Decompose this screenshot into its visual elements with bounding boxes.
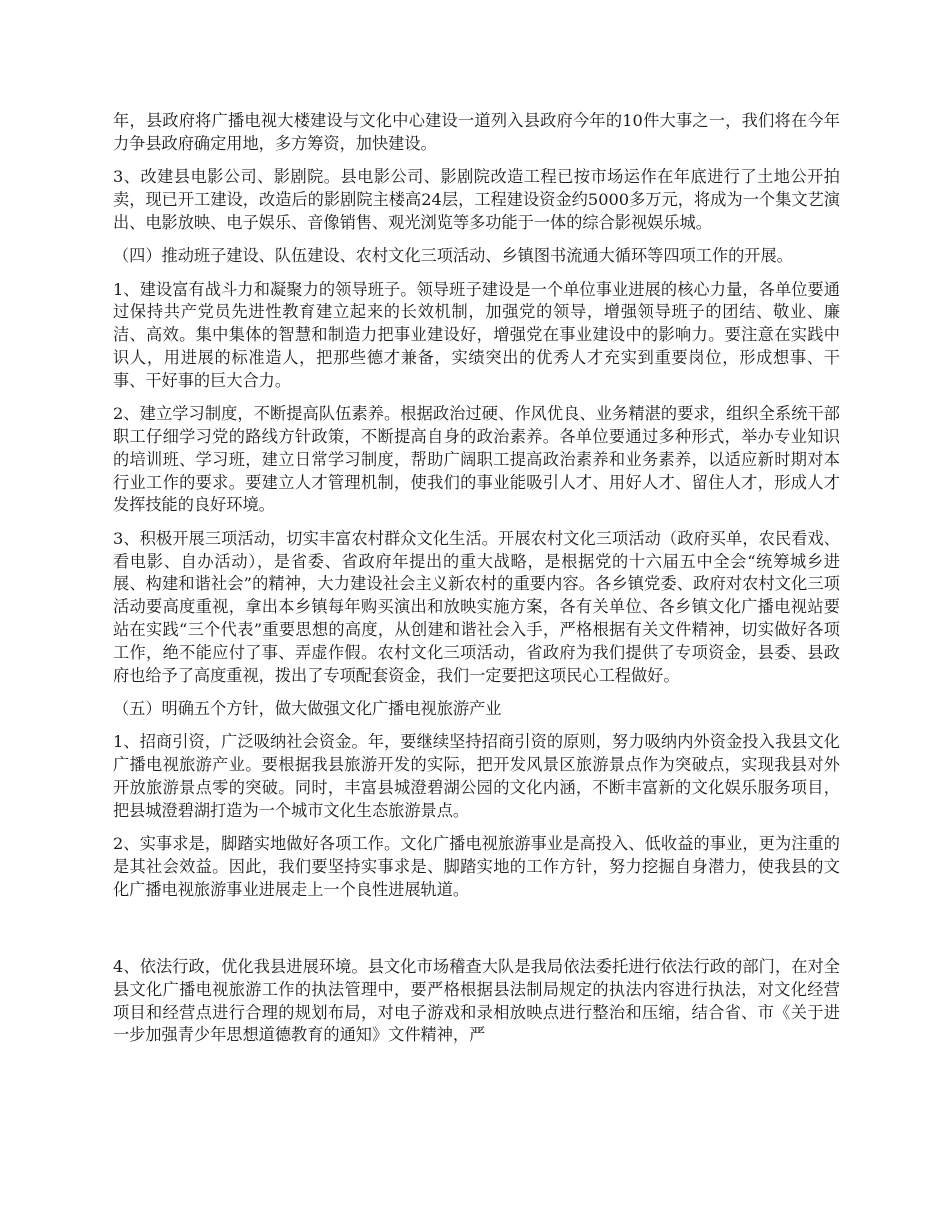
paragraph-leadership: 1、建设富有战斗力和凝聚力的领导班子。领导班子建设是一个单位事业进展的核心力量，各单位要通过保持共产党员先进性教育建立起来的长效机制，加强党的领导，增强领导班子的团结、敬业、廉洁、高效。集中集体的智慧和制造力把事业建设好，增强党在事业建设中的影响力。要注意在实践中识人，用进展的标准造人，把那些德才兼备，实绩突出的优秀人才充实到重要岗位，形成想事、干事、干好事的巨大合力。 [113,279,840,390]
paragraph-study-system: 2、建立学习制度，不断提高队伍素养。根据政治过硬、作风优良、业务精湛的要求，组织全系统干部职工仔细学习党的路线方针政策，不断提高自身的政治素养。各单位要通过多种形式，举办专业知识的培训班、学习班，建立日常学习制度，帮助广阔职工提高政治素养和业务素养，以适应新时期对本行业工作的要求。要建立人才管理机制，使我们的事业能吸引人才、用好人才、留住人才，形成人才发挥技能的良好环境。 [113,404,840,515]
section-heading-four: （四）推动班子建设、队伍建设、农村文化三项活动、乡镇图书流通大循环等四项工作的开展。 [113,246,793,266]
document-body [113,110,840,1058]
section-heading-five: （五）明确五个方针，做大做强文化广播电视旅游产业 [113,698,502,718]
paragraph-continuation: 年，县政府将广播电视大楼建设与文化中心建设一道列入县政府今年的10件大事之一，我们将在今年力争县政府确定用地，多方筹资，加快建设。 [113,111,840,153]
paragraph-law-enforcement: 4、依法行政，优化我县进展环境。县文化市场稽查大队是我局依法委托进行依法行政的部门，在对全县文化广播电视旅游工作的执法管理中，要严格根据县法制局规定的执法内容进行执法，对文化经营项目和经营点进行合理的规划布局，对电子游戏和录相放映点进行整治和压缩，结合省、市《关于进一步加强青少年思想道德教育的通知》文件精神，严 [113,957,840,1045]
paragraph-investment: 1、招商引资，广泛吸纳社会资金。年，要继续坚持招商引资的原则，努力吸纳内外资金投入我县文化广播电视旅游产业。要根据我县旅游开发的实际，把开发风景区旅游景点作为突破点，实现我县对外开放旅游景点零的突破。同时，丰富县城澄碧湖公园的文化内涵，不断丰富新的文化娱乐服务项目，把县城澄碧湖打造为一个城市文化生态旅游景点。 [113,732,840,820]
paragraph-gap [113,912,840,956]
paragraph-practical-work: 2、实事求是，脚踏实地做好各项工作。文化广播电视旅游事业是高投入、低收益的事业，更为注重的是其社会效益。因此，我们要坚持实事求是、脚踏实地的工作方针，努力挖掘自身潜力，使我县的文化广播电视旅游事业进展走上一个良性进展轨道。 [113,834,840,899]
paragraph-three-activities: 3、积极开展三项活动，切实丰富农村群众文化生活。开展农村文化三项活动（政府买单，农民看戏、看电影、自办活动），是省委、省政府年提出的重大战略，是根据党的十六届五中全会“统筹城乡进展、构建和谐社会”的精神，大力建设社会主义新农村的重要内容。各乡镇党委、政府对农村文化三项活动要高度重视，拿出本乡镇每年购买演出和放映实施方案，各有关单位、各乡镇文化广播电视站要站在实践“三个代表”重要思想的高度，从创建和谐社会入手，严格根据有关文件精神，切实做好各项工作，绝不能应付了事、弄虚作假。农村文化三项活动，省政府为我们提供了专项资金，县委、县政府也给予了高度重视，拨出了专项配套资金，我们一定要把这项民心工程做好。 [113,528,840,685]
paragraph-cinema-renovation: 3、改建县电影公司、影剧院。县电影公司、影剧院改造工程已按市场运作在年底进行了土地公开拍卖，现已开工建设，改造后的影剧院主楼高24层，工程建设资金约5000多万元，将成为一个集文艺演出、电影放映、电子娱乐、音像销售、观光浏览等多功能于一体的综合影视娱乐城。 [113,167,840,232]
